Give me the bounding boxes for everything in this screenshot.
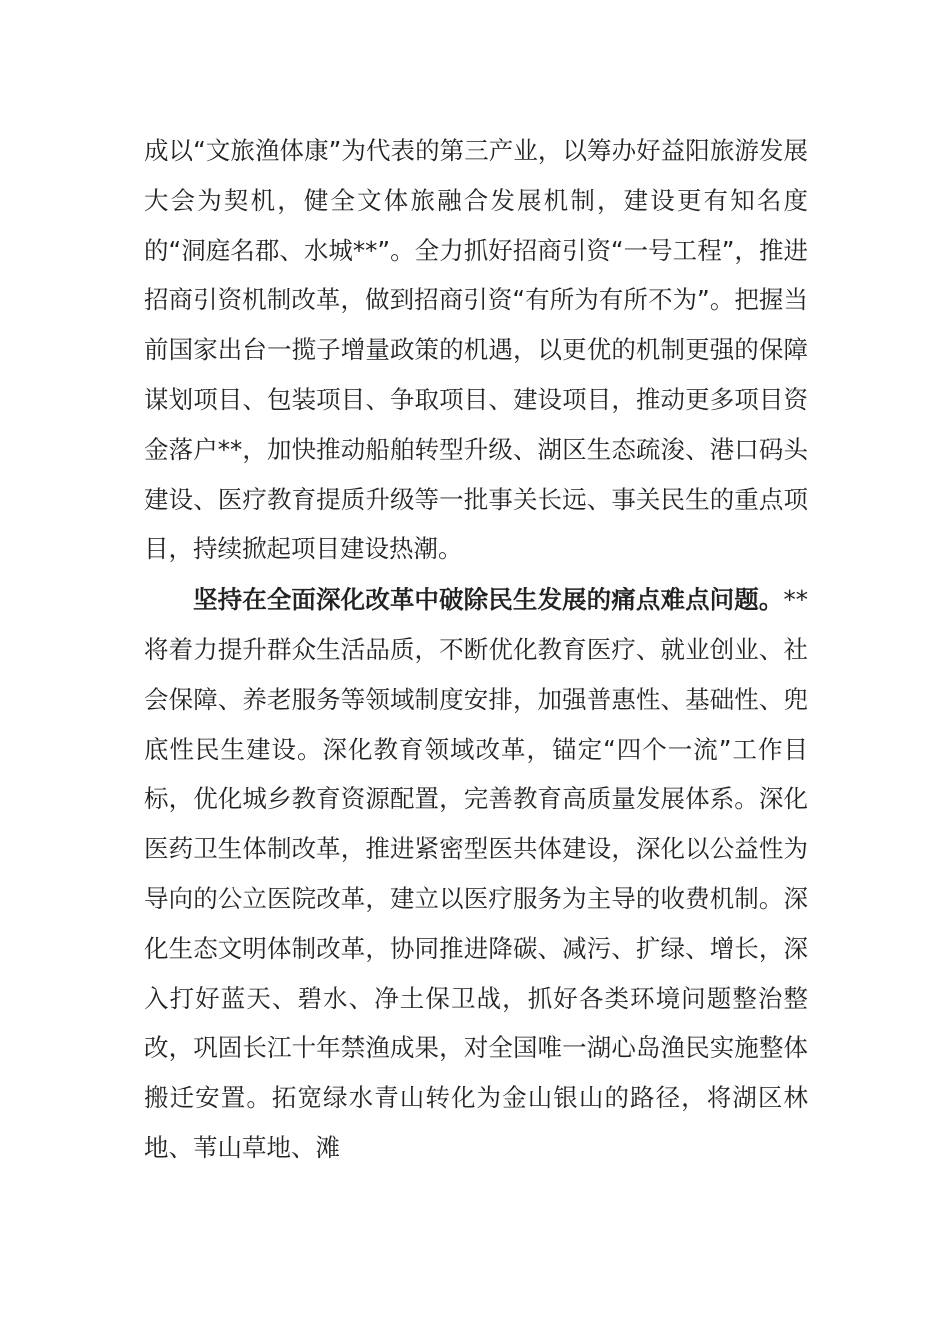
- paragraph-continued: 成以“文旅渔体康”为代表的第三产业，以筹办好益阳旅游发展大会为契机，健全文体旅融合发展机制，建设更有知名度的“洞庭名郡、水城**”。全力抓好招商引资“一号工程”，推进招商引资机制改革，做到招商引资“有所为有所不为”。把握当前国家出台一揽子增量政策的机遇，以更优的机制更强的保障谋划项目、包装项目、争取项目、建设项目，推动更多项目资金落户**，加快推动船舶转型升级、湖区生态疏浚、港口码头建设、医疗教育提质升级等一批事关长远、事关民生的重点项目，持续掀起项目建设热潮。: [144, 136, 808, 564]
- paragraph-livelihood-reform: [144, 575, 808, 1173]
- document-page: [144, 126, 808, 1173]
- paragraph-lead-heading: 坚持在全面深化改革中破除民生发展的痛点难点问题。: [193, 585, 784, 615]
- paragraph-body-text: **将着力提升群众生活品质，不断优化教育医疗、就业创业、社会保障、养老服务等领域制度安排，加强普惠性、基础性、兜底性民生建设。深化教育领域改革，锚定“四个一流”工作目标，优化城乡教育资源配置，完善教育高质量发展体系。深化医药卫生体制改革，推进紧密型医共体建设，深化以公益性为导向的公立医院改革，建立以医疗服务为主导的收费机制。深化生态文明体制改革，协同推进降碳、减污、扩绿、增长，深入打好蓝天、碧水、净土保卫战，抓好各类环境问题整治整改，巩固长江十年禁渔成果，对全国唯一湖心岛渔民实施整体搬迁安置。拓宽绿水青山转化为金山银山的路径，将湖区林地、苇山草地、滩: [144, 585, 808, 1162]
